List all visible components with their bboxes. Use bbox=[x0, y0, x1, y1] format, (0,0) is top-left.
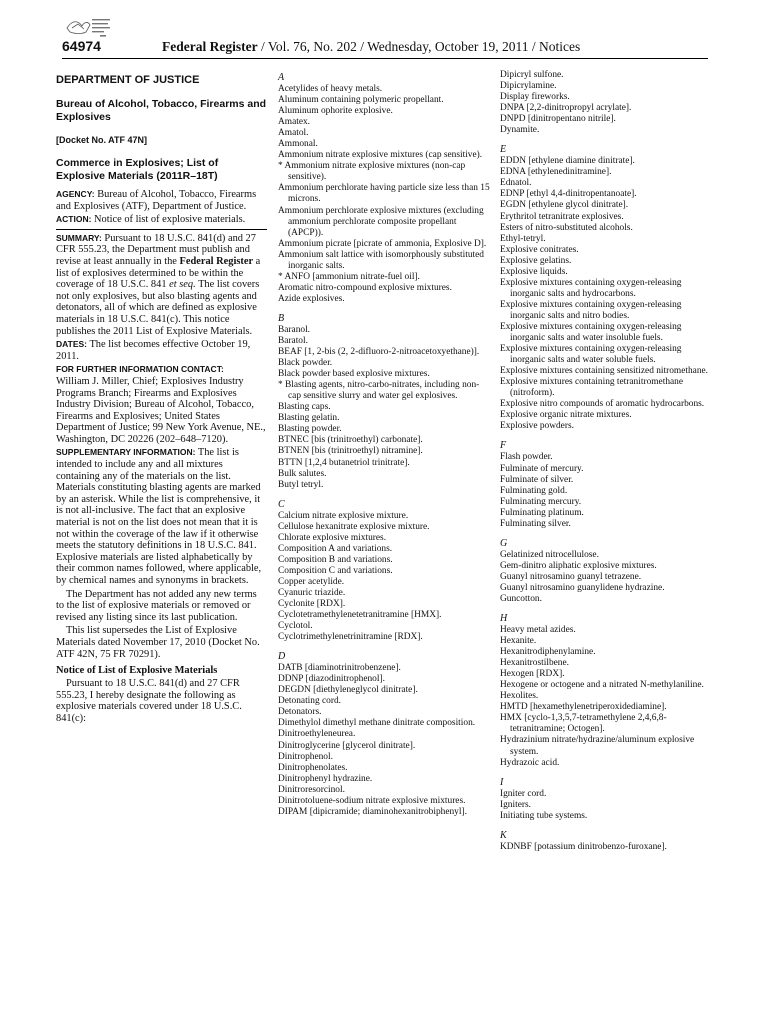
explosive-list bbox=[500, 842, 714, 853]
body-paragraph-2: The Department has not added any new terms to the list of explosive materials or removed or revised any listing since its last publication. bbox=[56, 588, 257, 623]
explosive-list-item: DATB [diaminotrinitrobenzene]. bbox=[278, 663, 401, 674]
explosive-list-item: Guanyl nitrosamino guanylidene hydrazine. bbox=[500, 582, 665, 593]
explosive-list bbox=[500, 789, 714, 822]
explosive-list-item: Blasting powder. bbox=[278, 424, 342, 435]
agency-label: AGENCY: bbox=[56, 189, 95, 199]
summary-text-end: The list covers not only explosives, but also blasting agents and detonators, all of which are defined as explosive materials in 18 U.S.C. 841(c). This notice publishes the 2011 List of Explosive Materials. bbox=[56, 279, 260, 337]
et-seq: et seq. bbox=[169, 279, 196, 291]
explosive-list-item: Cyclotetramethylenetetranitramine [HMX]. bbox=[278, 610, 442, 621]
explosive-list-item: Flash powder. bbox=[500, 452, 553, 463]
explosive-list-item: Black powder. bbox=[278, 358, 333, 369]
letter-heading: A bbox=[278, 72, 285, 83]
explosive-list-item: Ammonium perchlorate explosive mixtures (excluding ammonium perchlorate composite propellant (APCP)). bbox=[278, 205, 484, 238]
explosive-list-item: BTNEN [bis (trinitroethyl) nitramine]. bbox=[278, 446, 423, 457]
page-number: 64974 bbox=[62, 38, 101, 54]
explosive-list-item: Ammonium nitrate explosive mixtures (cap sensitive). bbox=[278, 150, 483, 161]
explosive-list-item: Explosive mixtures containing sensitized nitromethane. bbox=[500, 366, 709, 377]
letter-heading: K bbox=[500, 829, 507, 841]
explosive-list-item: Cyanuric triazide. bbox=[278, 587, 346, 598]
explosive-list-item: Hexolites. bbox=[500, 691, 539, 702]
explosive-list-item: Acetylides of heavy metals. bbox=[278, 84, 383, 94]
explosive-list-item: Dinitrophenol. bbox=[278, 751, 333, 762]
issue-details: / Vol. 76, No. 202 / Wednesday, October 19, 2011 / Notices bbox=[257, 39, 581, 54]
department-heading: DEPARTMENT OF JUSTICE bbox=[56, 74, 200, 86]
header-rule bbox=[62, 58, 708, 59]
letter-heading: B bbox=[278, 312, 285, 324]
contact-text: William J. Miller, Chief; Explosives Industry Programs Branch; Firearms and Explosives Industry Division; Bureau of Alcohol, Tobacco, Firearms and Explosives; United States Department of Justice; 99 New York Avenue, NE., Washington, DC 20226 (202–648–7120). bbox=[56, 375, 266, 445]
explosive-list-item: Dinitroresorcinol. bbox=[278, 784, 345, 795]
explosive-list-item: Blasting gelatin. bbox=[278, 413, 340, 424]
explosive-list-item: Composition B and variations. bbox=[278, 554, 393, 565]
explosive-list-item: * ANFO [ammonium nitrate-fuel oil]. bbox=[278, 271, 420, 282]
docket-number: [Docket No. ATF 47N] bbox=[56, 135, 148, 145]
explosive-list-item: EGDN [ethylene glycol dinitrate]. bbox=[500, 200, 629, 211]
explosive-list-item: Ammonal. bbox=[278, 139, 318, 150]
explosive-list-item: HMTD [hexamethylenetriperoxidediamine]. bbox=[500, 702, 667, 713]
column-2 bbox=[278, 70, 492, 826]
letter-heading: H bbox=[500, 613, 508, 625]
explosive-list-item: Dinitrophenolates. bbox=[278, 762, 348, 773]
explosive-list-item: Esters of nitro-substituted alcohols. bbox=[500, 222, 633, 233]
dates-paragraph bbox=[56, 339, 267, 362]
explosive-list-item: Ednatol. bbox=[500, 178, 532, 189]
explosive-list-item: Guncotton. bbox=[500, 593, 542, 604]
explosive-list-item: Hexogene or octogene and a nitrated N-methylaniline. bbox=[500, 680, 704, 691]
notice-paragraph: Pursuant to 18 U.S.C. 841(d) and 27 CFR 555.23, I hereby designate the following as explosive materials covered under 18 U.S.C. 841(c): bbox=[56, 678, 242, 724]
federal-register-name: Federal Register bbox=[179, 255, 254, 267]
agency-paragraph bbox=[56, 189, 267, 212]
explosive-list-item: Explosive conitrates. bbox=[500, 244, 579, 255]
running-head bbox=[162, 39, 580, 55]
explosive-list-item: Explosive mixtures containing oxygen-releasing inorganic salts and water soluble fuels. bbox=[500, 344, 682, 366]
document-title: Commerce in Explosives; List of Explosive Materials (2011R–18T) bbox=[56, 157, 219, 182]
explosive-list-item: Dinitrophenyl hydrazine. bbox=[278, 773, 373, 784]
section-divider bbox=[56, 229, 267, 230]
action-label: ACTION: bbox=[56, 214, 92, 225]
explosive-list-item: Fulminate of mercury. bbox=[500, 463, 584, 474]
explosive-list-item: Explosive gelatins. bbox=[500, 255, 572, 266]
explosive-list-item: Hexanitrodiphenylamine. bbox=[500, 647, 596, 658]
explosive-list-item: Explosive nitro compounds of aromatic hydrocarbons. bbox=[500, 399, 705, 410]
explosive-list-item: BTNEC [bis (trinitroethyl) carbonate]. bbox=[278, 435, 423, 446]
explosive-list-item: DNPD [dinitropentano nitrile]. bbox=[500, 114, 616, 125]
explosive-list-item: Ethyl-tetryl. bbox=[500, 233, 546, 244]
explosive-list-item: Hexogen [RDX]. bbox=[500, 669, 565, 680]
dates-label: DATES: bbox=[56, 339, 88, 350]
column-1 bbox=[56, 70, 267, 727]
body-paragraph-3: This list supersedes the List of Explosive Materials dated November 17, 2010 (Docket No. ATF 42N, 75 FR 70291). bbox=[56, 625, 260, 660]
explosive-list-item: Amatex. bbox=[278, 117, 311, 128]
explosive-list-item: BEAF [1, 2-bis (2, 2-difluoro-2-nitroacetoxyethane)]. bbox=[278, 347, 480, 358]
letter-heading: D bbox=[278, 651, 286, 663]
explosive-list-item: Dipicrylamine. bbox=[500, 81, 557, 92]
explosive-list-item: Aluminum containing polymeric propellant. bbox=[278, 95, 444, 106]
explosive-list-item: Baratol. bbox=[278, 335, 308, 346]
explosive-list-item: Initiating tube systems. bbox=[500, 810, 588, 821]
explosive-list-item: BTTN [1,2,4 butanetriol trinitrate]. bbox=[278, 457, 410, 468]
explosive-list-item: * Blasting agents, nitro-carbo-nitrates, including non-cap sensitive slurry and water gel explosives. bbox=[278, 380, 480, 402]
summary-text-mid: a list of explosives determined to be within the coverage of 18 U.S.C. 841 bbox=[56, 255, 261, 291]
explosive-list-item: Dinitroglycerine [glycerol dinitrate]. bbox=[278, 740, 416, 751]
explosive-list-item: Dinitroethyleneurea. bbox=[278, 729, 356, 740]
explosive-list-item: Explosive mixtures containing oxygen-releasing inorganic salts and nitro bodies. bbox=[500, 299, 682, 321]
explosive-list-item: Baranol. bbox=[278, 324, 311, 335]
explosive-list-item: Cyclonite [RDX]. bbox=[278, 599, 346, 610]
explosive-list bbox=[278, 663, 492, 818]
supplementary-label: SUPPLEMENTARY INFORMATION: bbox=[56, 447, 196, 458]
explosive-list-item: Hydrazinium nitrate/hydrazine/aluminum explosive system. bbox=[500, 735, 695, 757]
explosive-list-item: EDNP [ethyl 4,4-dinitropentanoate]. bbox=[500, 189, 637, 200]
explosive-list-item: Igniter cord. bbox=[500, 788, 547, 799]
explosive-list-item: Fulminating platinum. bbox=[500, 507, 584, 518]
explosive-list-item: Cellulose hexanitrate explosive mixture. bbox=[278, 521, 430, 532]
explosive-list-item: * Ammonium nitrate explosive mixtures (non-cap sensitive). bbox=[278, 161, 466, 183]
notice-heading: Notice of List of Explosive Materials bbox=[56, 665, 218, 677]
explosive-list bbox=[278, 511, 492, 644]
explosive-list-item: Dynamite. bbox=[500, 125, 540, 136]
letter-heading: E bbox=[500, 144, 507, 156]
explosive-list-item: Display fireworks. bbox=[500, 92, 570, 103]
explosive-list-item: Fulminating mercury. bbox=[500, 496, 582, 507]
explosive-list-item: Blasting caps. bbox=[278, 402, 331, 413]
letter-heading: F bbox=[500, 440, 507, 452]
explosive-list-item: Aromatic nitro-compound explosive mixtures. bbox=[278, 282, 452, 293]
explosive-list-item: Gem-dinitro aliphatic explosive mixtures. bbox=[500, 560, 657, 571]
explosive-list-item: Explosive organic nitrate mixtures. bbox=[500, 410, 632, 421]
explosive-list-item: Ammonium salt lattice with isomorphously substituted inorganic salts. bbox=[278, 249, 484, 271]
explosive-list-item: DNPA [2,2-dinitropropyl acrylate]. bbox=[500, 103, 632, 114]
explosive-list-item: DDNP [diazodinitrophenol]. bbox=[278, 674, 385, 685]
explosive-list-item: Composition C and variations. bbox=[278, 565, 393, 576]
explosive-list-item: Cyclotol. bbox=[278, 621, 313, 632]
explosive-list-item: Fulminating silver. bbox=[500, 518, 571, 529]
summary-text: Pursuant to 18 U.S.C. 841(d) and 27 CFR 555.23, the Department must publish and revise at least annually in the bbox=[56, 232, 256, 267]
publication-name: Federal Register bbox=[162, 39, 258, 54]
explosive-list-item: Calcium nitrate explosive mixture. bbox=[278, 510, 409, 521]
explosive-list-item: Hexanitrostilbene. bbox=[500, 658, 569, 669]
explosive-list-item: KDNBF [potassium dinitrobenzo-furoxane]. bbox=[500, 841, 667, 852]
explosive-list-item: Hexanite. bbox=[500, 636, 537, 647]
explosive-list-item: Ammonium picrate [picrate of ammonia, Explosive D]. bbox=[278, 238, 487, 249]
explosive-list-item: DEGDN [diethyleneglycol dinitrate]. bbox=[278, 685, 418, 696]
explosive-list bbox=[278, 84, 492, 305]
contact-paragraph bbox=[56, 364, 267, 445]
explosive-list-item: Explosive mixtures containing oxygen-releasing inorganic salts and water insoluble fuels. bbox=[500, 321, 682, 344]
explosive-list bbox=[500, 550, 714, 605]
action-text: Notice of list of explosive materials. bbox=[94, 214, 246, 226]
letter-heading: C bbox=[278, 498, 285, 510]
dates-text: The list becomes effective October 19, 2011. bbox=[56, 339, 251, 362]
action-paragraph bbox=[56, 214, 267, 226]
explosive-list-item: Gelatinized nitrocellulose. bbox=[500, 549, 599, 560]
continued-d-list bbox=[500, 70, 714, 136]
explosive-list-item: Cyclotrimethylenetrinitramine [RDX]. bbox=[278, 632, 423, 643]
explosive-list-item: DIPAM [dipicramide; diaminohexanitrobiphenyl]. bbox=[278, 806, 467, 817]
explosive-list-item: Bulk salutes. bbox=[278, 468, 327, 479]
explosive-list-item: Composition A and variations. bbox=[278, 543, 393, 554]
column-3 bbox=[500, 70, 714, 861]
supplementary-text: The list is intended to include any and all mixtures containing any of the materials on the list. Materials constituting blasting agents are marked by an asterisk. While the list is comprehensive, it is not all-inclusive. The fact that an explosive material is not on the list does not mean that it is not within the coverage of the law if it otherwise meets the statutory definitions in 18 U.S.C. 841. Explosive materials are listed alphabetically by their common names followed, where applicable, by chemical names and synonyms in brackets. bbox=[56, 447, 262, 586]
explosive-list-item: Detonators. bbox=[278, 707, 322, 718]
explosive-list-item: EDDN [ethylene diamine dinitrate]. bbox=[500, 156, 635, 167]
explosive-list-item: Explosive mixtures containing oxygen-releasing inorganic salts and hydrocarbons. bbox=[500, 277, 682, 299]
gpo-authenticated-seal-icon bbox=[64, 16, 112, 40]
explosive-list-item: Amatol. bbox=[278, 128, 309, 139]
explosive-list-item: Aluminum ophorite explosive. bbox=[278, 106, 393, 117]
explosive-list-item: HMX [cyclo-1,3,5,7-tetramethylene 2,4,6,8-tetranitramine; Octogen]. bbox=[500, 713, 667, 735]
explosive-list bbox=[500, 452, 714, 529]
supplementary-paragraph bbox=[56, 447, 267, 586]
summary-paragraph bbox=[56, 233, 267, 337]
bureau-heading: Bureau of Alcohol, Tobacco, Firearms and Explosives bbox=[56, 98, 267, 123]
explosive-list-item: Explosive powders. bbox=[500, 421, 574, 432]
contact-label: FOR FURTHER INFORMATION CONTACT: bbox=[56, 364, 224, 375]
explosive-list-item: Ammonium perchlorate having particle size less than 15 microns. bbox=[278, 183, 490, 205]
explosive-list-item: Chlorate explosive mixtures. bbox=[278, 532, 387, 543]
letter-heading: G bbox=[500, 537, 508, 549]
explosive-list-item: Black powder based explosive mixtures. bbox=[278, 369, 430, 380]
letter-heading: I bbox=[500, 776, 504, 788]
explosive-list-item: Explosive liquids. bbox=[500, 266, 568, 277]
explosive-list-item: Heavy metal azides. bbox=[500, 625, 576, 636]
explosive-list-item: Fulminating gold. bbox=[500, 485, 568, 496]
summary-label: SUMMARY: bbox=[56, 232, 102, 243]
explosive-list-item: Butyl tetryl. bbox=[278, 479, 324, 490]
explosive-list-item: Azide explosives. bbox=[278, 293, 345, 304]
explosive-list-item: Dipicryl sulfone. bbox=[500, 70, 564, 80]
explosive-list-item: Erythritol tetranitrate explosives. bbox=[500, 211, 624, 222]
explosive-list-item: Guanyl nitrosamino guanyl tetrazene. bbox=[500, 571, 642, 582]
explosive-list-item: Igniters. bbox=[500, 799, 531, 810]
explosive-list-item: Fulminate of silver. bbox=[500, 474, 574, 485]
explosive-list-item: Dinitrotoluene-sodium nitrate explosive mixtures. bbox=[278, 795, 466, 806]
explosive-list-item: Detonating cord. bbox=[278, 696, 342, 707]
explosive-list-item: Copper acetylide. bbox=[278, 576, 345, 587]
explosive-list-item: Hydrazoic acid. bbox=[500, 757, 560, 768]
explosive-list bbox=[278, 325, 492, 491]
explosive-list-item: Dimethylol dimethyl methane dinitrate composition. bbox=[278, 718, 476, 729]
explosive-list bbox=[500, 156, 714, 432]
explosive-list bbox=[500, 625, 714, 769]
agency-text: Bureau of Alcohol, Tobacco, Firearms and Explosives (ATF), Department of Justice. bbox=[56, 189, 257, 212]
explosive-list-item: EDNA [ethylenedinitramine]. bbox=[500, 167, 612, 178]
explosive-list-item: Explosive mixtures containing tetranitromethane (nitroform). bbox=[500, 377, 684, 399]
